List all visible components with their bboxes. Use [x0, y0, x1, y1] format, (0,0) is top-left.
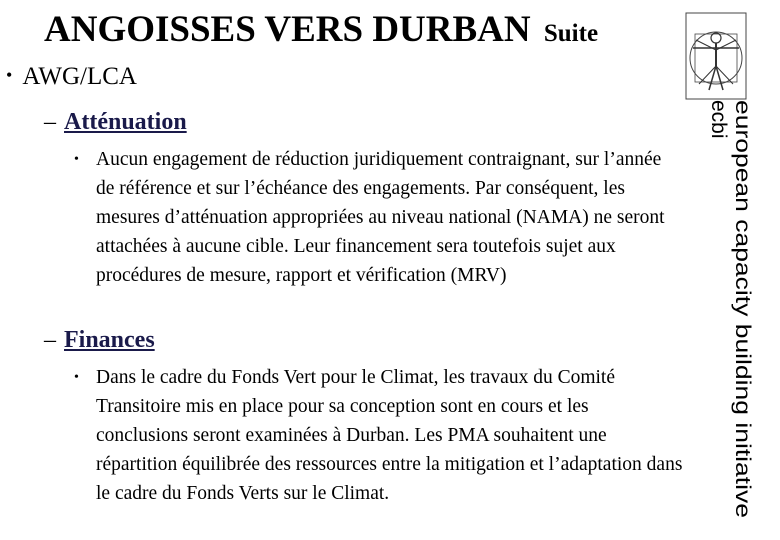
vitruvian-man-icon — [685, 12, 747, 100]
section-dash: – — [44, 327, 56, 353]
slide-title-suffix: Suite — [543, 20, 599, 47]
top-bullet-marker: • — [6, 65, 13, 85]
ecbi-vertical-label — [694, 100, 754, 520]
paragraph-bullet: • — [74, 370, 79, 385]
ecbi-label-line1: european capacity building initiative — [731, 100, 754, 432]
paragraph-text: Aucun engagement de réduction juridiquement contraignant, sur l’année de référence et sur l’échéance des engagements. Par conséquent, les mesures d’atténuation appropriées au niveau national (NAMA) ne seront attachées à aucune cible. Leur financement sera toutefois sujet aux procédures de mesure, rapport et vérification (MRV) — [96, 149, 665, 286]
slide-title-main: ANGOISSES VERS DURBAN — [44, 9, 531, 50]
paragraph-text: Dans le cadre du Fonds Vert pour le Climat, les travaux du Comité Transitoire mis en place pour sa conception sont en cours et les conclusions seront examinées à Durban. Les PMA souhaitent une répartition équilibrée des ressources entre la mitigation et l’adaptation dans le cadre du Fonds Verts sur le Climat. — [96, 367, 683, 504]
top-bullet-text: AWG/LCA — [22, 63, 137, 90]
paragraph-bullet: • — [74, 152, 79, 167]
section-heading-label: Atténuation — [64, 109, 187, 135]
section-heading-finances — [44, 324, 155, 356]
ecbi-label-line2: ecbi — [707, 100, 730, 139]
section-paragraph-finances — [74, 363, 684, 508]
section-heading-attenuation — [44, 106, 187, 138]
section-paragraph-attenuation — [74, 145, 684, 290]
section-dash: – — [44, 109, 56, 135]
slide-title — [44, 4, 598, 60]
top-bullet — [6, 60, 137, 95]
section-heading-label: Finances — [64, 327, 155, 353]
